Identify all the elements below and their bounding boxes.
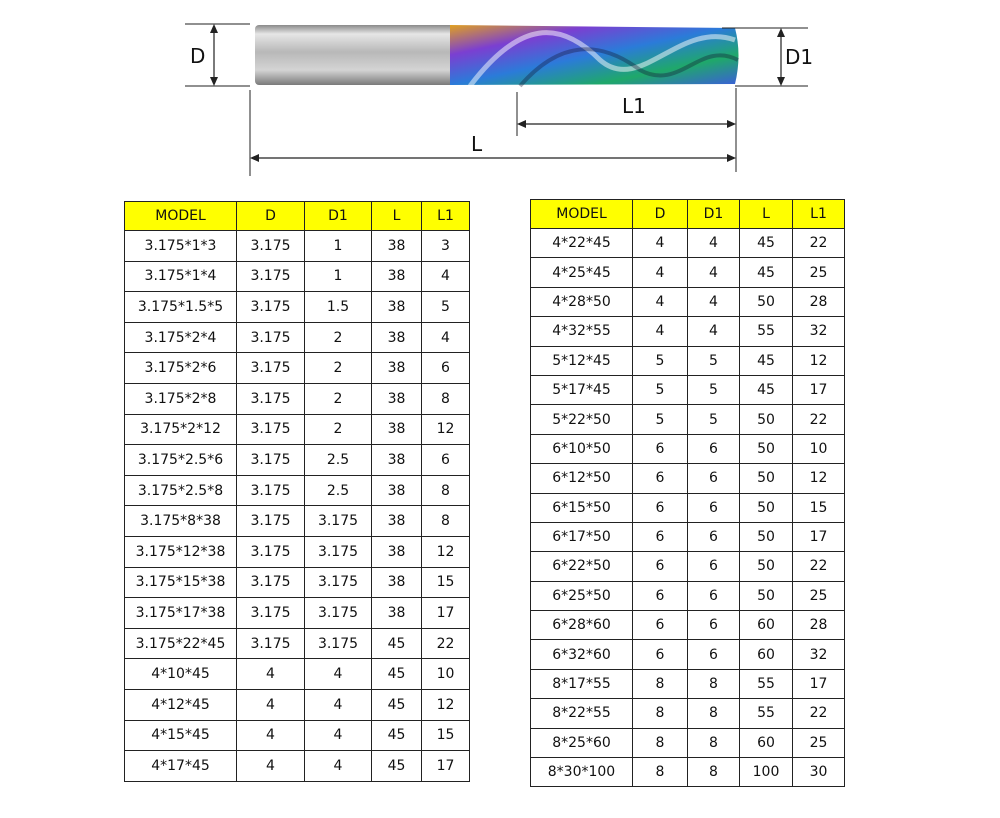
cell-l1: 5 — [422, 292, 470, 323]
table-row — [125, 261, 470, 292]
table-row — [531, 581, 845, 610]
cell-d1: 8 — [688, 699, 740, 728]
cell-l1: 30 — [793, 758, 845, 787]
cell-d: 6 — [633, 522, 688, 551]
cell-model: 3.175*2*12 — [125, 414, 237, 445]
tool-shank — [255, 25, 455, 85]
end-mill-diagram — [0, 0, 1000, 190]
cell-d1: 5 — [688, 405, 740, 434]
table-row — [531, 640, 845, 669]
cell-d: 4 — [633, 258, 688, 287]
cell-l1: 22 — [793, 229, 845, 258]
table-row — [531, 287, 845, 316]
cell-l1: 25 — [793, 581, 845, 610]
table-row — [125, 506, 470, 537]
cell-d: 6 — [633, 581, 688, 610]
cell-model: 8*22*55 — [531, 699, 633, 728]
cell-d: 3.175 — [237, 445, 305, 476]
cell-model: 6*28*60 — [531, 611, 633, 640]
cell-l: 38 — [372, 414, 422, 445]
header-d: D — [633, 200, 688, 229]
cell-l1: 8 — [422, 475, 470, 506]
cell-l1: 12 — [793, 346, 845, 375]
cell-d: 6 — [633, 611, 688, 640]
cell-d: 5 — [633, 346, 688, 375]
cell-d: 8 — [633, 728, 688, 757]
cell-l1: 6 — [422, 445, 470, 476]
cell-d: 4 — [237, 720, 305, 751]
cell-d1: 3.175 — [305, 598, 372, 629]
table-row — [125, 322, 470, 353]
cell-l1: 17 — [793, 669, 845, 698]
cell-d: 3.175 — [237, 475, 305, 506]
dim-d-arrow-bottom — [210, 77, 218, 86]
dim-d-label: D — [190, 44, 206, 68]
cell-l: 38 — [372, 261, 422, 292]
spec-table-left — [124, 201, 470, 782]
cell-model: 6*17*50 — [531, 522, 633, 551]
cell-l1: 32 — [793, 317, 845, 346]
cell-model: 4*25*45 — [531, 258, 633, 287]
cell-l1: 22 — [793, 405, 845, 434]
cell-d1: 6 — [688, 434, 740, 463]
cell-d: 3.175 — [237, 353, 305, 384]
cell-l: 55 — [740, 317, 793, 346]
cell-d: 6 — [633, 434, 688, 463]
cell-model: 6*22*50 — [531, 552, 633, 581]
cell-model: 4*22*45 — [531, 229, 633, 258]
cell-l: 45 — [740, 229, 793, 258]
table-row — [125, 292, 470, 323]
cell-d1: 2 — [305, 353, 372, 384]
header-l: L — [740, 200, 793, 229]
cell-l1: 28 — [793, 611, 845, 640]
table-row — [531, 405, 845, 434]
cell-model: 5*17*45 — [531, 375, 633, 404]
dim-d1-label: D1 — [785, 45, 814, 69]
table-row — [125, 536, 470, 567]
header-model: MODEL — [125, 202, 237, 231]
cell-l: 45 — [740, 346, 793, 375]
cell-l: 38 — [372, 383, 422, 414]
cell-d: 5 — [633, 405, 688, 434]
cell-d: 4 — [633, 317, 688, 346]
cell-l: 50 — [740, 493, 793, 522]
cell-model: 6*32*60 — [531, 640, 633, 669]
table-row — [531, 493, 845, 522]
cell-d: 3.175 — [237, 322, 305, 353]
table-row — [531, 758, 845, 787]
cell-l: 38 — [372, 567, 422, 598]
cell-d: 4 — [237, 751, 305, 782]
header-d1: D1 — [688, 200, 740, 229]
cell-d1: 6 — [688, 611, 740, 640]
cell-model: 3.175*2*6 — [125, 353, 237, 384]
cell-d1: 4 — [688, 258, 740, 287]
cell-model: 3.175*2.5*6 — [125, 445, 237, 476]
cell-l: 38 — [372, 536, 422, 567]
table-row — [125, 567, 470, 598]
cell-l1: 22 — [422, 628, 470, 659]
table-row — [531, 728, 845, 757]
table-row — [125, 383, 470, 414]
cell-d1: 3.175 — [305, 506, 372, 537]
cell-d1: 4 — [688, 229, 740, 258]
table-row — [125, 414, 470, 445]
cell-d1: 6 — [688, 493, 740, 522]
cell-l: 38 — [372, 292, 422, 323]
cell-l1: 17 — [422, 598, 470, 629]
cell-d: 8 — [633, 669, 688, 698]
cell-l: 50 — [740, 287, 793, 316]
cell-l1: 6 — [422, 353, 470, 384]
dim-d1-arrow-bottom — [777, 77, 785, 86]
cell-d: 4 — [237, 689, 305, 720]
cell-l1: 3 — [422, 231, 470, 262]
table-row — [531, 346, 845, 375]
cell-d1: 8 — [688, 758, 740, 787]
table-body — [531, 229, 845, 787]
cell-model: 6*25*50 — [531, 581, 633, 610]
cell-model: 3.175*1*3 — [125, 231, 237, 262]
dim-l1-label: L1 — [622, 94, 646, 118]
cell-d1: 5 — [688, 375, 740, 404]
cell-l1: 8 — [422, 506, 470, 537]
cell-l: 50 — [740, 434, 793, 463]
cell-model: 3.175*2.5*8 — [125, 475, 237, 506]
cell-l1: 15 — [422, 567, 470, 598]
table-row — [531, 375, 845, 404]
cell-d1: 3.175 — [305, 628, 372, 659]
header-d1: D1 — [305, 202, 372, 231]
cell-model: 4*28*50 — [531, 287, 633, 316]
cell-l: 45 — [372, 659, 422, 690]
table-header-row — [125, 202, 470, 231]
table-header-row — [531, 200, 845, 229]
table-row — [531, 669, 845, 698]
cell-d1: 6 — [688, 640, 740, 669]
table-row — [531, 434, 845, 463]
cell-model: 3.175*1.5*5 — [125, 292, 237, 323]
cell-l1: 17 — [793, 375, 845, 404]
header-d: D — [237, 202, 305, 231]
cell-d: 3.175 — [237, 383, 305, 414]
cell-d: 3.175 — [237, 414, 305, 445]
header-l1: L1 — [422, 202, 470, 231]
cell-l1: 12 — [422, 414, 470, 445]
cell-model: 5*12*45 — [531, 346, 633, 375]
cell-d1: 4 — [688, 317, 740, 346]
table-row — [531, 464, 845, 493]
cell-d1: 2.5 — [305, 475, 372, 506]
cell-d: 8 — [633, 699, 688, 728]
cell-d1: 6 — [688, 552, 740, 581]
cell-d: 3.175 — [237, 598, 305, 629]
table-body — [125, 231, 470, 782]
cell-l: 100 — [740, 758, 793, 787]
cell-d1: 2.5 — [305, 445, 372, 476]
dim-l-arrow-right — [727, 154, 736, 162]
table-row — [531, 317, 845, 346]
cell-l: 38 — [372, 506, 422, 537]
table-row — [125, 689, 470, 720]
cell-model: 4*17*45 — [125, 751, 237, 782]
spec-table-right — [530, 199, 845, 787]
cell-l1: 12 — [422, 536, 470, 567]
cell-model: 6*12*50 — [531, 464, 633, 493]
cell-l: 45 — [372, 689, 422, 720]
cell-d1: 1 — [305, 231, 372, 262]
cell-l: 50 — [740, 552, 793, 581]
cell-d1: 4 — [305, 751, 372, 782]
cell-l1: 25 — [793, 258, 845, 287]
cell-d: 8 — [633, 758, 688, 787]
cell-l1: 15 — [422, 720, 470, 751]
cell-d1: 5 — [688, 346, 740, 375]
cell-d: 3.175 — [237, 506, 305, 537]
cell-d1: 3.175 — [305, 536, 372, 567]
dim-d1-arrow-top — [777, 28, 785, 37]
cell-l1: 10 — [422, 659, 470, 690]
cell-model: 4*12*45 — [125, 689, 237, 720]
table-row — [125, 353, 470, 384]
table-row — [531, 699, 845, 728]
table-row — [125, 475, 470, 506]
cell-d: 6 — [633, 493, 688, 522]
dim-d-arrow-top — [210, 24, 218, 33]
cell-l1: 12 — [422, 689, 470, 720]
cell-l: 55 — [740, 699, 793, 728]
cell-d1: 2 — [305, 383, 372, 414]
cell-l1: 4 — [422, 322, 470, 353]
cell-l: 50 — [740, 581, 793, 610]
cell-l1: 12 — [793, 464, 845, 493]
dim-l1-arrow-left — [517, 120, 526, 128]
cell-d: 3.175 — [237, 261, 305, 292]
table-row — [531, 611, 845, 640]
cell-l: 55 — [740, 669, 793, 698]
cell-l: 60 — [740, 728, 793, 757]
cell-d1: 4 — [305, 689, 372, 720]
cell-model: 8*30*100 — [531, 758, 633, 787]
cell-l1: 15 — [793, 493, 845, 522]
cell-model: 6*10*50 — [531, 434, 633, 463]
cell-l: 60 — [740, 611, 793, 640]
cell-model: 3.175*22*45 — [125, 628, 237, 659]
cell-l: 38 — [372, 475, 422, 506]
table-row — [125, 659, 470, 690]
cell-model: 4*15*45 — [125, 720, 237, 751]
cell-d: 3.175 — [237, 536, 305, 567]
cell-l: 45 — [740, 375, 793, 404]
cell-model: 3.175*12*38 — [125, 536, 237, 567]
table-row — [125, 751, 470, 782]
cell-model: 3.175*2*8 — [125, 383, 237, 414]
table-row — [125, 720, 470, 751]
cell-d1: 2 — [305, 322, 372, 353]
cell-l1: 8 — [422, 383, 470, 414]
cell-l1: 28 — [793, 287, 845, 316]
cell-model: 8*25*60 — [531, 728, 633, 757]
cell-l1: 10 — [793, 434, 845, 463]
cell-l1: 17 — [793, 522, 845, 551]
cell-l1: 17 — [422, 751, 470, 782]
cell-d: 5 — [633, 375, 688, 404]
cell-model: 3.175*8*38 — [125, 506, 237, 537]
cell-l: 50 — [740, 522, 793, 551]
cell-l: 38 — [372, 322, 422, 353]
table-row — [531, 552, 845, 581]
cell-l: 50 — [740, 464, 793, 493]
cell-d1: 8 — [688, 669, 740, 698]
table-row — [531, 522, 845, 551]
cell-d: 6 — [633, 552, 688, 581]
cell-model: 5*22*50 — [531, 405, 633, 434]
table-row — [125, 628, 470, 659]
table-row — [531, 229, 845, 258]
cell-l: 38 — [372, 231, 422, 262]
cell-model: 3.175*1*4 — [125, 261, 237, 292]
cell-model: 3.175*17*38 — [125, 598, 237, 629]
cell-d: 4 — [633, 287, 688, 316]
cell-d1: 1.5 — [305, 292, 372, 323]
cell-d1: 6 — [688, 581, 740, 610]
cell-d1: 2 — [305, 414, 372, 445]
cell-l1: 22 — [793, 552, 845, 581]
cell-d1: 8 — [688, 728, 740, 757]
cell-d: 4 — [633, 229, 688, 258]
table-row — [125, 598, 470, 629]
cell-l: 45 — [740, 258, 793, 287]
cell-l: 45 — [372, 628, 422, 659]
dim-l-label: L — [471, 132, 483, 156]
header-l: L — [372, 202, 422, 231]
cell-l1: 32 — [793, 640, 845, 669]
cell-d1: 4 — [305, 720, 372, 751]
table-row — [125, 445, 470, 476]
table-row — [531, 258, 845, 287]
cell-model: 4*32*55 — [531, 317, 633, 346]
cell-d1: 3.175 — [305, 567, 372, 598]
cell-l1: 22 — [793, 699, 845, 728]
cell-d1: 4 — [688, 287, 740, 316]
cell-d: 3.175 — [237, 628, 305, 659]
dim-l-arrow-left — [250, 154, 259, 162]
cell-d1: 4 — [305, 659, 372, 690]
cell-l: 50 — [740, 405, 793, 434]
cell-d: 6 — [633, 464, 688, 493]
cell-model: 4*10*45 — [125, 659, 237, 690]
cell-model: 6*15*50 — [531, 493, 633, 522]
cell-l: 38 — [372, 353, 422, 384]
dim-l1-arrow-right — [727, 120, 736, 128]
cell-l: 38 — [372, 445, 422, 476]
cell-d1: 6 — [688, 522, 740, 551]
cell-d: 3.175 — [237, 231, 305, 262]
cell-l1: 25 — [793, 728, 845, 757]
cell-d: 3.175 — [237, 567, 305, 598]
cell-l: 38 — [372, 598, 422, 629]
table-row — [125, 231, 470, 262]
cell-model: 8*17*55 — [531, 669, 633, 698]
cell-l: 60 — [740, 640, 793, 669]
header-l1: L1 — [793, 200, 845, 229]
cell-l: 45 — [372, 751, 422, 782]
cell-model: 3.175*2*4 — [125, 322, 237, 353]
cell-d: 6 — [633, 640, 688, 669]
header-model: MODEL — [531, 200, 633, 229]
cell-l1: 4 — [422, 261, 470, 292]
cell-d: 3.175 — [237, 292, 305, 323]
cell-model: 3.175*15*38 — [125, 567, 237, 598]
cell-d1: 1 — [305, 261, 372, 292]
cell-d: 4 — [237, 659, 305, 690]
cell-l: 45 — [372, 720, 422, 751]
cell-d1: 6 — [688, 464, 740, 493]
